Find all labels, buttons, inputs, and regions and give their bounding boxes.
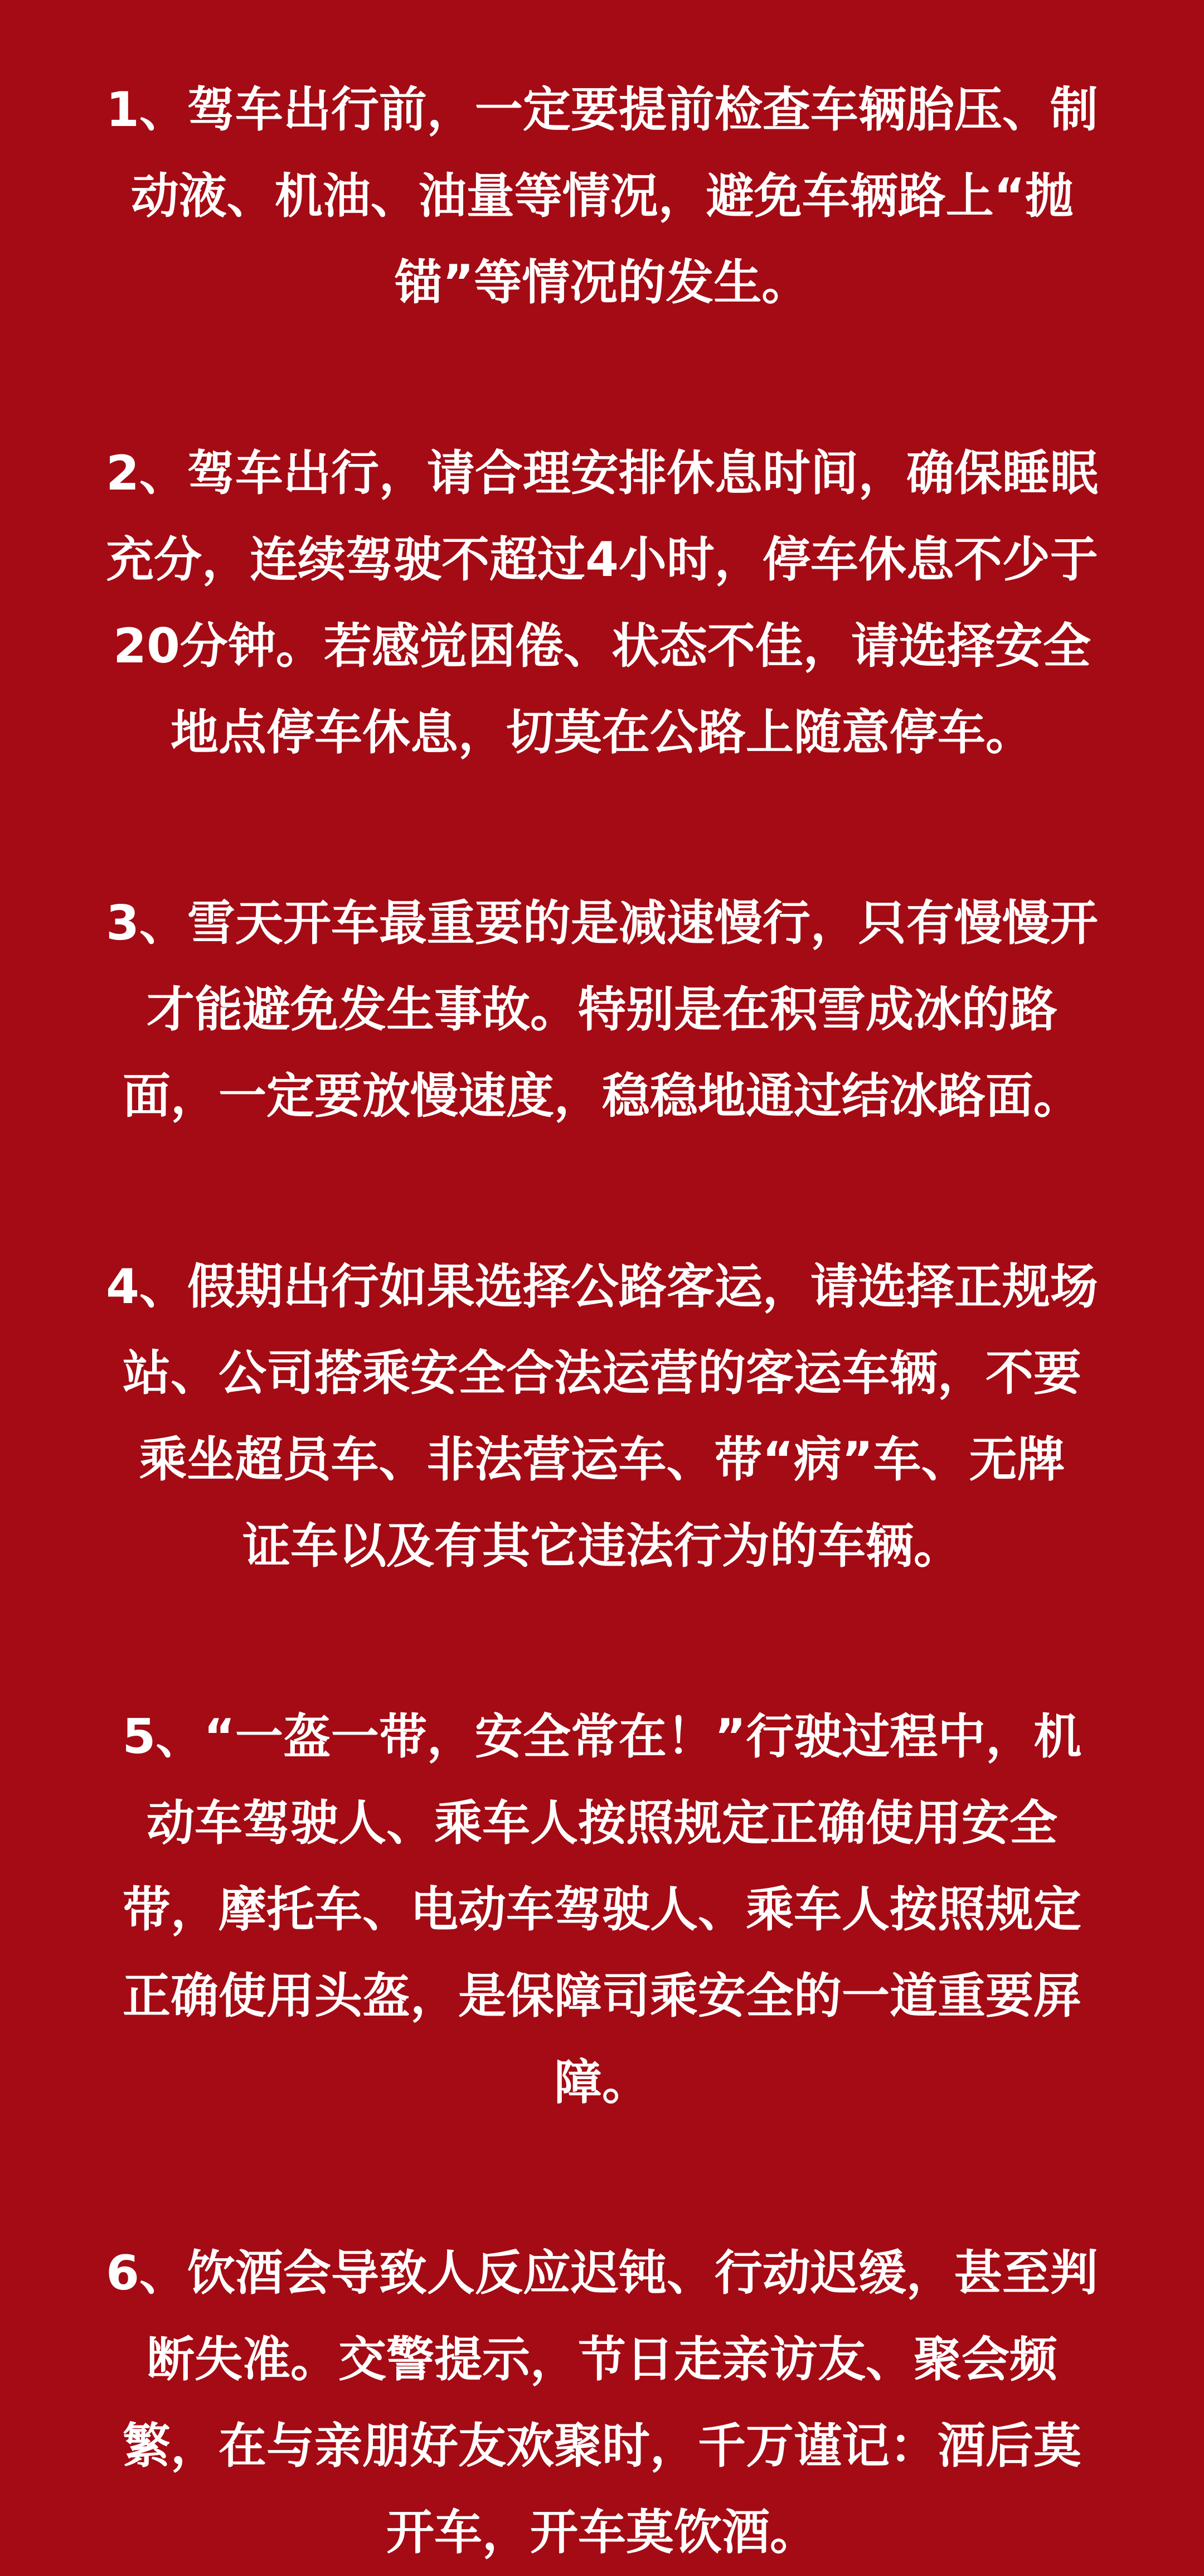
tip-4 bbox=[66, 1244, 1138, 1590]
tip-2 bbox=[66, 430, 1138, 776]
tip-text-line: 4、假期出行如果选择公路客运，请选择正规场 bbox=[106, 1259, 1098, 1315]
tip-text-line: 6、饮酒会导致人反应迟钝、行动迟缓，甚至判 bbox=[106, 2245, 1098, 2301]
tip-text-line: 锚”等情况的发生。 bbox=[394, 255, 810, 311]
tip-text-line: 地点停车休息，切莫在公路上随意停车。 bbox=[171, 705, 1033, 761]
tip-text-line: 障。 bbox=[554, 2055, 650, 2110]
tip-text-line: 3、雪天开车最重要的是减速慢行，只有慢慢开 bbox=[106, 895, 1098, 951]
tip-text-line: 1、驾车出行前，一定要提前检查车辆胎压、制 bbox=[106, 82, 1098, 138]
tip-text-line: 5、“一盔一带，安全常在！”行驶过程中，机 bbox=[122, 1709, 1082, 1765]
tip-text-line: 开车，开车莫饮酒。 bbox=[386, 2505, 818, 2560]
tip-3 bbox=[66, 880, 1138, 1140]
tip-text-line: 证车以及有其它违法行为的车辆。 bbox=[242, 1518, 962, 1574]
tip-text-line: 充分，连续驾驶不超过4小时，停车休息不少于 bbox=[106, 532, 1098, 588]
tip-6 bbox=[66, 2230, 1138, 2576]
tip-text-line: 繁，在与亲朋好友欢聚时，千万谨记：酒后莫 bbox=[123, 2418, 1081, 2474]
tip-text-line: 面，一定要放慢速度，稳稳地通过结冰路面。 bbox=[123, 1068, 1081, 1124]
tip-text-line: 才能避免发生事故。特别是在积雪成冰的路 bbox=[147, 982, 1057, 1038]
tip-text-line: 乘坐超员车、非法营运车、带“病”车、无牌 bbox=[139, 1432, 1065, 1488]
tip-5 bbox=[66, 1694, 1138, 2126]
tip-text-line: 站、公司搭乘安全合法运营的客运车辆，不要 bbox=[123, 1345, 1081, 1401]
tip-text-line: 正确使用头盔，是保障司乘安全的一道重要屏 bbox=[123, 1968, 1081, 2024]
tip-1 bbox=[66, 67, 1138, 326]
tip-text-line: 断失准。交警提示，节日走亲访友、聚会频 bbox=[147, 2332, 1057, 2388]
tip-text-line: 20分钟。若感觉困倦、状态不佳，请选择安全 bbox=[113, 618, 1091, 674]
tip-text-line: 带，摩托车、电动车驾驶人、乘车人按照规定 bbox=[123, 1882, 1081, 1938]
tip-text-line: 2、驾车出行，请合理安排休息时间，确保睡眠 bbox=[106, 446, 1098, 501]
tip-text-line: 动车驾驶人、乘车人按照规定正确使用安全 bbox=[147, 1795, 1057, 1851]
tip-text-line: 动液、机油、油量等情况，避免车辆路上“抛 bbox=[130, 168, 1074, 224]
